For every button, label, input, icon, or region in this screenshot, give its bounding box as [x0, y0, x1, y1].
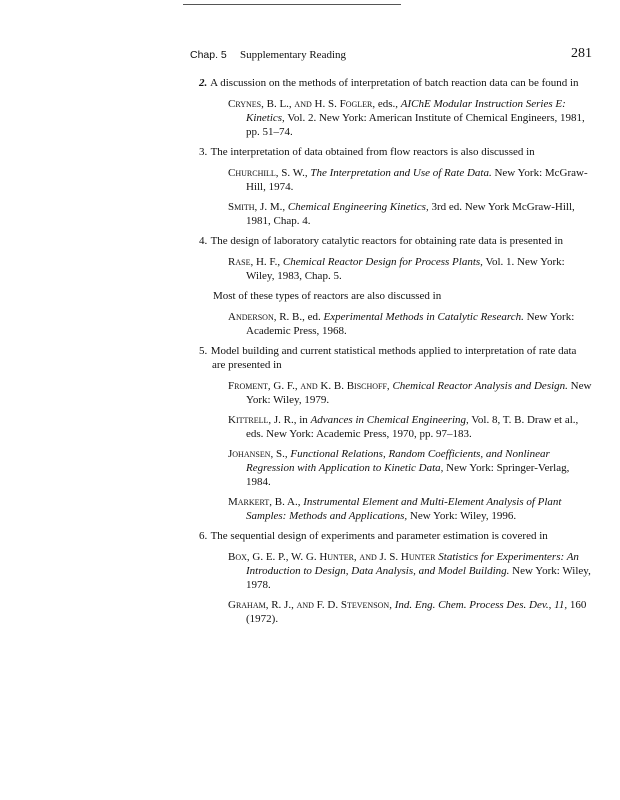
item-text: The interpretation of data obtained from flow reactors is also discussed in [210, 146, 535, 158]
ref-title: Ind. Eng. Chem. Process Des. Dev., 11, [394, 599, 568, 611]
ref-author: Box, G. E. P., W. G. Hunter, and J. S. Hunter [228, 551, 436, 563]
item-text: The design of laboratory catalytic reactors for obtaining rate data is presented in [210, 235, 564, 247]
ref-details: 3rd ed. New York McGraw-Hill, 1981, Chap. 4. [246, 201, 575, 227]
ref-author: Rase, H. F., [228, 256, 281, 268]
ref-author: Churchill, S. W., [228, 167, 308, 179]
reading-list [199, 76, 592, 632]
reference-entry [228, 413, 592, 441]
running-head [190, 46, 592, 67]
ref-title: Chemical Reactor Design for Process Plants, [282, 256, 483, 268]
ref-pre: in [296, 414, 311, 426]
list-item [199, 529, 592, 543]
reference-entry [228, 379, 592, 407]
list-item [199, 344, 592, 372]
top-rule [183, 4, 401, 5]
reference-entry [228, 166, 592, 194]
ref-title: Statistics for Experimenters: An Introduction to Design, Data Analysis, and Model Building. [246, 551, 579, 577]
ref-details: New York: Wiley, 1996. [407, 510, 517, 522]
ref-details: New York: McGraw-Hill, 1974. [246, 167, 588, 193]
ref-details: 160 (1972). [246, 599, 587, 625]
reference-entry [228, 310, 592, 338]
reference-entry [228, 495, 592, 523]
ref-author: Graham, R. J., and F. D. Stevenson, [228, 599, 392, 611]
item-number: 3. [199, 146, 208, 158]
ref-title: Advances in Chemical Engineering, [310, 414, 469, 426]
item-number: 2. [199, 77, 208, 89]
ref-author: Crynes, B. L., and H. S. Fogler, [228, 98, 376, 110]
reference-entry [228, 97, 592, 139]
ref-details: New York: Wiley, 1979. [246, 380, 592, 406]
item-number: 5. [199, 345, 208, 357]
reference-entry [228, 598, 592, 626]
ref-title: Functional Relations, Random Coefficients, and Nonlinear Regression with Application to Kinetic Data, [246, 448, 550, 474]
reference-entry [228, 447, 592, 489]
list-item [199, 145, 592, 159]
ref-title: Instrumental Element and Multi-Element Analysis of Plant Samples: Methods and Applications, [246, 496, 562, 522]
ref-details: New York: Springer-Verlag, 1984. [246, 462, 570, 488]
reference-entry [228, 550, 592, 592]
ref-details: Vol. 2. New York: American Institute of Chemical Engineers, 1981, pp. 51–74. [246, 112, 585, 138]
ref-pre: eds., [375, 98, 401, 110]
ref-author: Markert, B. A., [228, 496, 301, 508]
ref-author: Smith, J. M., [228, 201, 286, 213]
ref-pre: ed. [304, 311, 324, 323]
item-text: Model building and current statistical methods applied to interpretation of rate data are presented in [210, 345, 577, 371]
ref-details: New York: Wiley, 1978. [246, 565, 591, 591]
ref-title: Chemical Reactor Analysis and Design. [392, 380, 568, 392]
reference-entry [228, 200, 592, 228]
item-note: Most of these types of reactors are also discussed in [213, 290, 442, 302]
ref-author: Kittrell, J. R., [228, 414, 297, 426]
ref-title: The Interpretation and Use of Rate Data. [310, 167, 492, 179]
ref-title: Experimental Methods in Catalytic Research. [323, 311, 524, 323]
ref-details: New York: Academic Press, 1968. [246, 311, 575, 337]
reference-entry [228, 255, 592, 283]
section-title: Supplementary Reading [240, 49, 347, 61]
list-item [199, 234, 592, 248]
ref-author: Johansen, S., [228, 448, 288, 460]
ref-title: AIChE Modular Instruction Series E: Kinetics, [246, 98, 566, 124]
item-number: 4. [199, 235, 208, 247]
chapter-label: Chap. 5 [190, 49, 227, 61]
ref-title: Chemical Engineering Kinetics, [287, 201, 429, 213]
ref-author: Froment, G. F., and K. B. Bischoff, [228, 380, 390, 392]
item-text: A discussion on the methods of interpretation of batch reaction data can be found in [210, 77, 579, 89]
ref-details: Vol. 1. New York: Wiley, 1983, Chap. 5. [246, 256, 565, 282]
list-item [199, 76, 592, 90]
item-number: 6. [199, 530, 208, 542]
ref-author: Anderson, R. B., [228, 311, 305, 323]
item-text: The sequential design of experiments and parameter estimation is covered in [210, 530, 548, 542]
ref-details: Vol. 8, T. B. Draw et al., eds. New York: Academic Press, 1970, pp. 97–183. [246, 414, 579, 440]
page-number: 281 [571, 46, 592, 61]
